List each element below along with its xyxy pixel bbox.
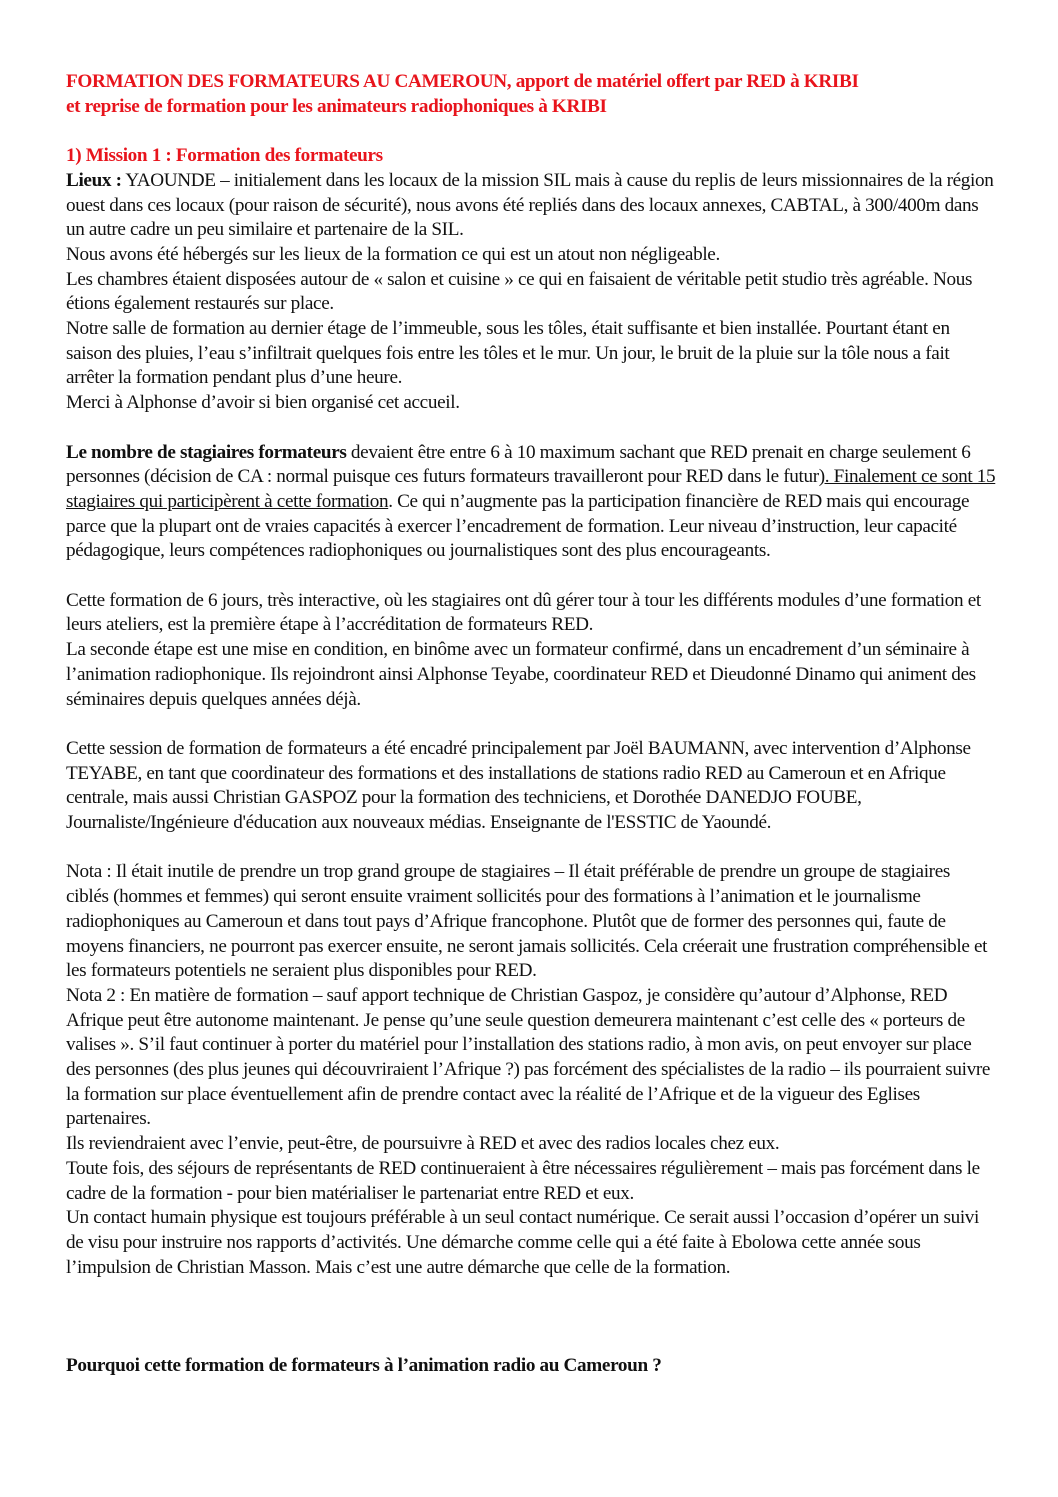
paragraph-nombre-stagiaires <box>66 441 996 565</box>
lieux-label: Lieux : <box>66 169 122 191</box>
nombre-text-2: . Ce qui n’augmente pas la participation financière de RED mais qui encourage parce que la plupart ont de vraies capacités à exercer l’encadrement de formation. Leur niveau d’instruction, leur capacité pédagogique, leurs compétences radiophoniques ou journalistiques sont des plus encourageants. <box>66 490 970 562</box>
paragraph-session: Cette session de formation de formateurs a été encadré principalement par Joël BAUMANN, avec intervention d’Alphonse TEYABE, en tant que coordinateur des formations et des installations de stations radio RED au Cameroun et en Afrique centrale, mais aussi Christian GASPOZ pour la formation des techniciens, et Dorothée DANEDJO FOUBE, Journaliste/Ingénieure d'éducation aux nouveaux médias. Enseignante de l'ESSTIC de Yaoundé. <box>66 737 971 834</box>
nombre-label: Le nombre de stagiaires formateurs <box>66 441 347 463</box>
lieux-text: YAOUNDE – initialement dans les locaux de la mission SIL mais à cause du replis de leurs missionnaires de la région ouest dans ces locaux (pour raison de sécurité), nous avons été repliés dans des locaux annexes, CABTAL, à 300/400m dans un autre cadre un peu similaire et partenaire de la SIL. <box>66 169 994 241</box>
nombre-text-1: devaient être entre 6 à 10 maximum sachant que RED prenait en charge seulement 6 personnes (décision de CA : normal puisque ces futurs formateurs travailleront pour RED dans le futur <box>66 441 971 488</box>
title-line-1: FORMATION DES FORMATEURS AU CAMEROUN, apport de matériel offert par RED à KRIBI <box>66 71 859 92</box>
paragraph-heberges: Nous avons été hébergés sur les lieux de la formation ce qui est un atout non négligeable. <box>66 243 720 265</box>
final-heading: Pourquoi cette formation de formateurs à l’animation radio au Cameroun ? <box>66 1355 662 1377</box>
paragraph-reviendraient: Ils reviendraient avec l’envie, peut-être, de poursuivre à RED et avec des radios locales chez eux. <box>66 1133 780 1155</box>
document-page <box>66 70 996 1379</box>
paragraph-salle: Notre salle de formation au dernier étage de l’immeuble, sous les tôles, était suffisante et bien installée. Pourtant étant en saison des pluies, l’eau s’infiltrait quelques fois entre les tôles et le mur. Un jour, le bruit de la pluie sur la tôle nous a fait arrêter la formation pendant plus d’une heure. <box>66 318 950 389</box>
paragraph-chambres: Les chambres étaient disposées autour de « salon et cuisine » ce qui en faisaient de véritable petit studio très agréable. Nous étions également restaurés sur place. <box>66 268 973 315</box>
paragraph-nota-2: Nota 2 : En matière de formation – sauf apport technique de Christian Gaspoz, je considère qu’autour d’Alphonse, RED Afrique peut être autonome maintenant. Je pense qu’une seule question demeurera maintenant c’est celle des « porteurs de valises ». S’il faut continuer à porter du matériel pour l’installation des stations radio, à mon avis, on peut envoyer sur place des personnes (des plus jeunes qui découvriraient l’Afrique ?) pas forcément des spécialistes de la radio – ils pourraient suivre la formation sur place éventuellement afin de prendre contact avec la réalité de l’Afrique et de la vigueur des Eglises partenaires. <box>66 984 991 1130</box>
title-line-2: et reprise de formation pour les animateurs radiophoniques à KRIBI <box>66 95 607 117</box>
paragraph-seconde-etape: La seconde étape est une mise en condition, en binôme avec un formateur confirmé, dans un encadrement d’un séminaire à l’animation radiophonique. Ils rejoindront ainsi Alphonse Teyabe, coordinateur RED et Dieudonné Dinamo qui animent des séminaires depuis quelques années déjà. <box>66 639 976 710</box>
nombre-underlined: ). Finalement ce sont 15 stagiaires qui participèrent à cette formation <box>66 466 996 512</box>
section-heading-mission-1: 1) Mission 1 : Formation des formateurs <box>66 145 383 167</box>
paragraph-toute-fois: Toute fois, des séjours de représentants de RED continueraient à être nécessaires régulièrement – mais pas forcément dans le cadre de la formation - pour bien matérialiser le partenariat entre RED et eux. <box>66 1157 980 1204</box>
document-title <box>66 70 996 119</box>
paragraph-six-jours: Cette formation de 6 jours, très interactive, où les stagiaires ont dû gérer tour à tour les différents modules d’une formation et leurs ateliers, est la première étape à l’accréditation de formateurs RED. <box>66 589 981 636</box>
paragraph-lieux <box>66 169 996 243</box>
paragraph-contact: Un contact humain physique est toujours préférable à un seul contact numérique. Ce serait aussi l’occasion d’opérer un suivi de visu pour instruire nos rapports d’activités. Une démarche comme celle qui a été faite à Ebolowa cette année sous l’impulsion de Christian Masson. Mais c’est une autre démarche que celle de la formation. <box>66 1207 980 1278</box>
paragraph-merci: Merci à Alphonse d’avoir si bien organisé cet accueil. <box>66 392 460 414</box>
paragraph-nota-1: Nota : Il était inutile de prendre un trop grand groupe de stagiaires – Il était préférable de prendre un groupe de stagiaires ciblés (hommes et femmes) qui seront ensuite vraiment sollicités pour des formations à l’animation et le journalisme radiophoniques au Cameroun et dans tout pays d’Afrique francophone. Plutôt que de former des personnes qui, faute de moyens financiers, ne pourront pas exercer ensuite, ne seront jamais sollicités. Cela créerait une frustration compréhensible et les formateurs potentiels ne seraient plus disponibles pour RED. <box>66 861 988 982</box>
